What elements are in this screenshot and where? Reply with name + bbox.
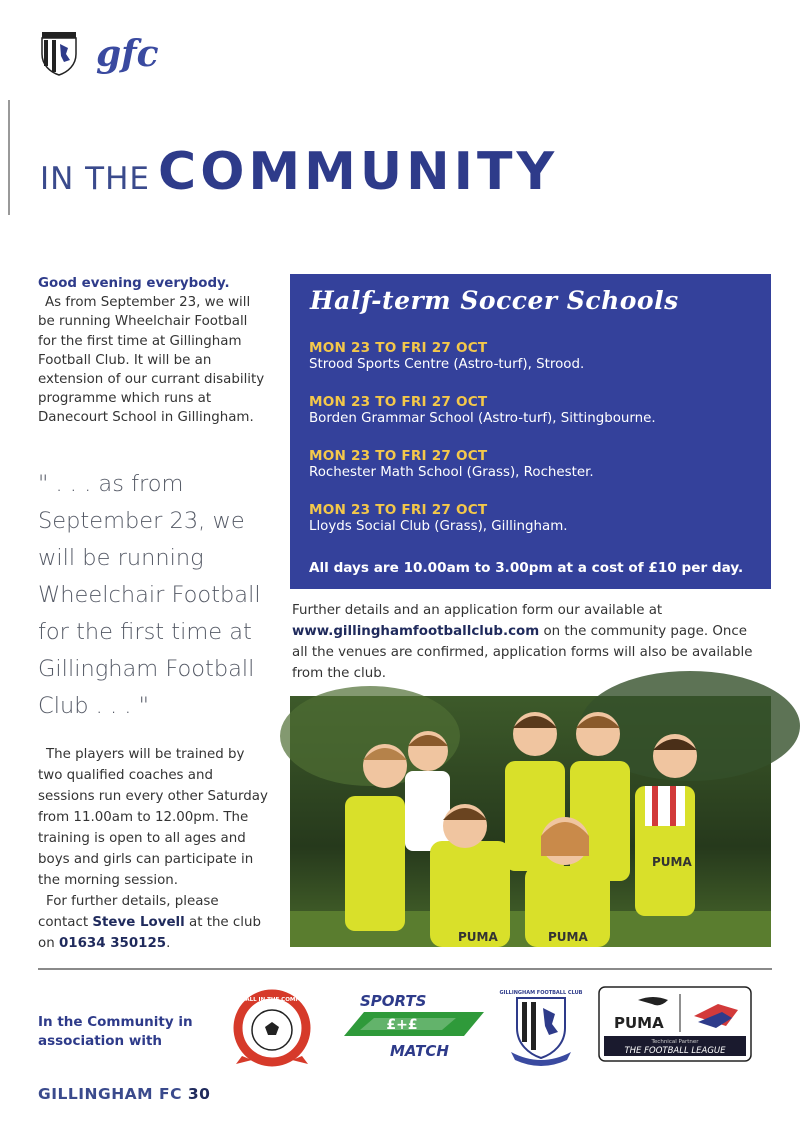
svg-text:Technical Partner: Technical Partner bbox=[651, 1039, 699, 1045]
contact-paragraph bbox=[38, 891, 268, 954]
contact-pre: For further details, please contact bbox=[38, 894, 219, 930]
footer-rule bbox=[38, 968, 772, 970]
svg-text:FOOTBALL IN THE COMMUNITY: FOOTBALL IN THE COMMUNITY bbox=[224, 997, 320, 1003]
svg-text:gfc: gfc bbox=[96, 33, 159, 75]
svg-text:PUMA: PUMA bbox=[614, 1014, 664, 1032]
footer-label: GILLINGHAM FC bbox=[38, 1085, 182, 1103]
venue-item bbox=[309, 340, 759, 372]
venue-dates: MON 23 TO FRI 27 OCT bbox=[309, 394, 488, 410]
greeting: Good evening everybody. bbox=[38, 276, 230, 291]
contact-mid: at the club on bbox=[38, 915, 261, 951]
soccer-schools-footer: All days are 10.00am to 3.00pm at a cost of £10 per day. bbox=[309, 560, 744, 576]
intro-text bbox=[38, 274, 268, 428]
puma-football-league-logo bbox=[598, 986, 752, 1062]
page-title bbox=[40, 142, 558, 202]
venue-dates: MON 23 TO FRI 27 OCT bbox=[309, 340, 488, 356]
contact-phone: 01634 350125 bbox=[58, 936, 167, 951]
association-label: In the Community in association with bbox=[38, 1014, 193, 1049]
further-pre: Further details and an application form our available at bbox=[292, 603, 663, 618]
sportsmatch-logo bbox=[330, 990, 488, 1062]
soccer-schools-title: Half-term Soccer Schools bbox=[310, 286, 679, 315]
svg-text:PUMA: PUMA bbox=[548, 930, 588, 944]
venue-dates: MON 23 TO FRI 27 OCT bbox=[309, 502, 488, 518]
further-post: on the community page. Once all the venues are confirmed, application forms will also be available from the club. bbox=[292, 624, 753, 681]
margin-rule bbox=[8, 100, 10, 215]
venue-item bbox=[309, 394, 759, 426]
venue-place: Rochester Math School (Grass), Rochester. bbox=[309, 465, 594, 480]
svg-text:PUMA: PUMA bbox=[458, 930, 498, 944]
players-text bbox=[38, 744, 268, 954]
club-crest-logo bbox=[499, 986, 583, 1066]
venue-item bbox=[309, 502, 759, 534]
venue-item bbox=[309, 448, 759, 480]
svg-text:GILLINGHAM FOOTBALL CLUB: GILLINGHAM FOOTBALL CLUB bbox=[499, 990, 583, 996]
players-paragraph: The players will be trained by two qualified coaches and sessions run every other Saturday from 11.00am to 12.00pm. The training is open to all ages and boys and girls can participate in the morning session. bbox=[38, 747, 268, 888]
contact-end: . bbox=[166, 936, 171, 951]
football-in-the-community-logo bbox=[222, 986, 322, 1066]
venue-place: Lloyds Social Club (Grass), Gillingham. bbox=[309, 519, 568, 534]
pull-quote: " . . . as from September 23, we will be running Wheelchair Football for the first time at Gillingham Football Club . . . " bbox=[38, 471, 261, 719]
page-footer bbox=[38, 1085, 210, 1103]
page-number: 30 bbox=[187, 1085, 211, 1103]
venue-dates: MON 23 TO FRI 27 OCT bbox=[309, 448, 488, 464]
title-main: COMMUNITY bbox=[158, 142, 559, 202]
title-prefix: IN THE bbox=[40, 161, 151, 197]
contact-name: Steve Lovell bbox=[92, 915, 185, 930]
venue-place: Strood Sports Centre (Astro-turf), Strood. bbox=[309, 357, 585, 372]
svg-text:MATCH: MATCH bbox=[390, 1042, 449, 1060]
svg-text:THE FOOTBALL LEAGUE: THE FOOTBALL LEAGUE bbox=[624, 1046, 726, 1056]
svg-text:PUMA: PUMA bbox=[652, 855, 692, 869]
venue-place: Borden Grammar School (Astro-turf), Sittingbourne. bbox=[309, 411, 656, 426]
svg-text:£+£: £+£ bbox=[386, 1017, 418, 1033]
children-team-photo bbox=[290, 696, 771, 947]
intro-body: As from September 23, we will be running Wheelchair Football for the first time at Gillingham Football Club. It will be an extension of our currant disability programme which runs at Danecourt School in Gillingham. bbox=[38, 295, 265, 426]
website-link[interactable]: www.gillinghamfootballclub.com bbox=[292, 624, 540, 639]
soccer-schools-box bbox=[290, 274, 771, 589]
gfc-monogram-logo bbox=[94, 30, 176, 78]
club-crest-logo bbox=[40, 30, 78, 76]
svg-text:SPORTS: SPORTS bbox=[360, 992, 427, 1010]
